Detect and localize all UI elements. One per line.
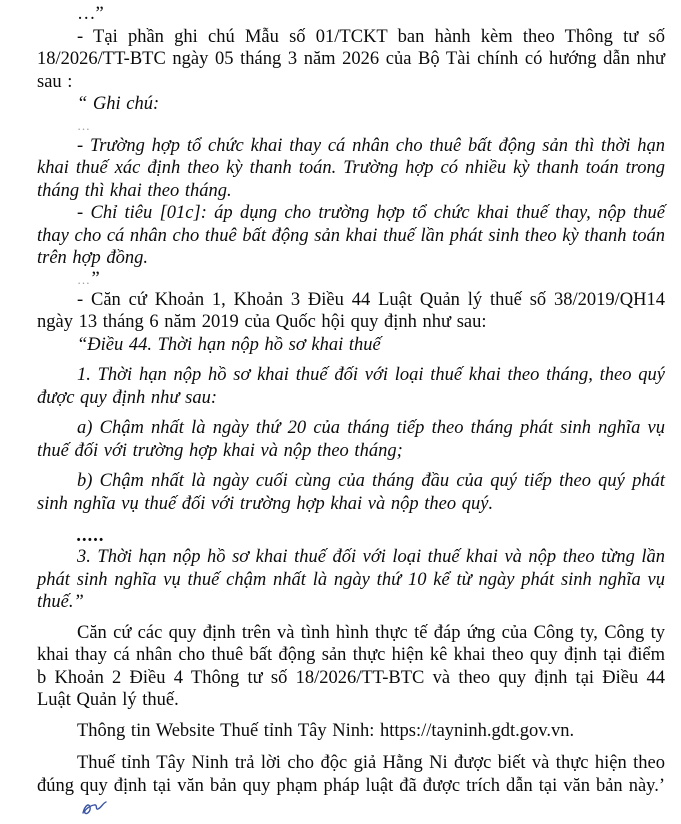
quote-point-b: b) Chậm nhất là ngày cuối cùng của tháng đầu của quý tiếp theo quý phát sinh nghĩa vụ thuế đối với trường hợp khai và nộp theo quý. — [37, 471, 665, 514]
quote-indicator-01c-rule: - Chỉ tiêu [01c]: áp dụng cho trường hợp tổ chức khai thuế thay, nộp thuế thay cho cá nhân cho thuê bất động sản khai thuế lần phát sinh theo kỳ thanh toán trên hợp đồng. — [37, 203, 665, 268]
close-quote-mark: ” — [91, 268, 100, 289]
quote-point-a: a) Chậm nhất là ngày thứ 20 của tháng tiếp theo tháng phát sinh nghĩa vụ thuế đối với trường hợp khai và nộp theo tháng; — [37, 418, 665, 461]
quote-clause-3: 3. Thời hạn nộp hồ sơ khai thuế đối với loại thuế khai và nộp theo từng lần phát sinh nghĩa vụ thuế chậm nhất là ngày thứ 10 kể từ ngày phát sinh nghĩa vụ thuế.” — [37, 547, 665, 612]
para-law-44-intro: - Căn cứ Khoản 1, Khoản 3 Điều 44 Luật Quản lý thuế số 38/2019/QH14 ngày 13 tháng 6 năm 2019 của Quốc hội quy định như sau: — [37, 289, 665, 332]
quote-article-44-heading: “Điều 44. Thời hạn nộp hồ sơ khai thuế — [77, 334, 381, 355]
signature-scribble-icon — [40, 799, 108, 824]
quote-rental-period-rule: - Trường hợp tổ chức khai thay cá nhân cho thuê bất động sản thì thời hạn khai thuế xác định theo kỳ thanh toán. Trường hợp có nhiều kỳ thanh toán trong tháng thì khai theo tháng. — [37, 135, 665, 201]
quote-ghi-chu-ellipsis — [37, 116, 665, 135]
para-website-info — [37, 720, 665, 743]
para-circular-note-intro: - Tại phần ghi chú Mẫu số 01/TCKT ban hành kèm theo Thông tư số 18/2026/TT-BTC ngày 05 tháng 3 năm 2026 của Bộ Tài chính có hướng dẫn như sau : — [37, 26, 665, 92]
website-label: Thông tin Website Thuế tỉnh Tây Ninh: — [77, 720, 381, 741]
quote-ghi-chu-heading: “ Ghi chú: — [77, 94, 160, 114]
ellipsis-dots: … — [77, 271, 92, 287]
para-conclusion: Căn cứ các quy định trên và tình hình thực tế đáp ứng của Công ty, Công ty khai thay cá nhân cho thuê bất động sản thực hiện kê khai theo quy định tại điểm b Khoản 2 Điều 4 Thông tư số 18/2026/TT-BTC và theo quy định tại Điều 44 Luật Quản lý thuế. — [37, 622, 665, 710]
quote-end-line — [37, 270, 665, 289]
ellipsis-close-quote: …” — [77, 4, 104, 24]
closing-reply-text: Thuế tỉnh Tây Ninh trả lời cho độc giả Hằng Ni được biết và thực hiện theo đúng quy định tại văn bản quy phạm pháp luật đã được trích dẫn tại văn bản này.’ — [37, 753, 665, 796]
quote-dots-separator: ..... — [77, 526, 106, 546]
quote-clause-1: 1. Thời hạn nộp hồ sơ khai thuế đối với loại thuế khai theo tháng, theo quý được quy định như sau: — [37, 365, 665, 408]
ellipsis-dots: … — [77, 117, 92, 133]
para-closing-reply — [37, 752, 665, 824]
website-url: https://tayninh.gdt.gov.vn. — [380, 720, 575, 741]
